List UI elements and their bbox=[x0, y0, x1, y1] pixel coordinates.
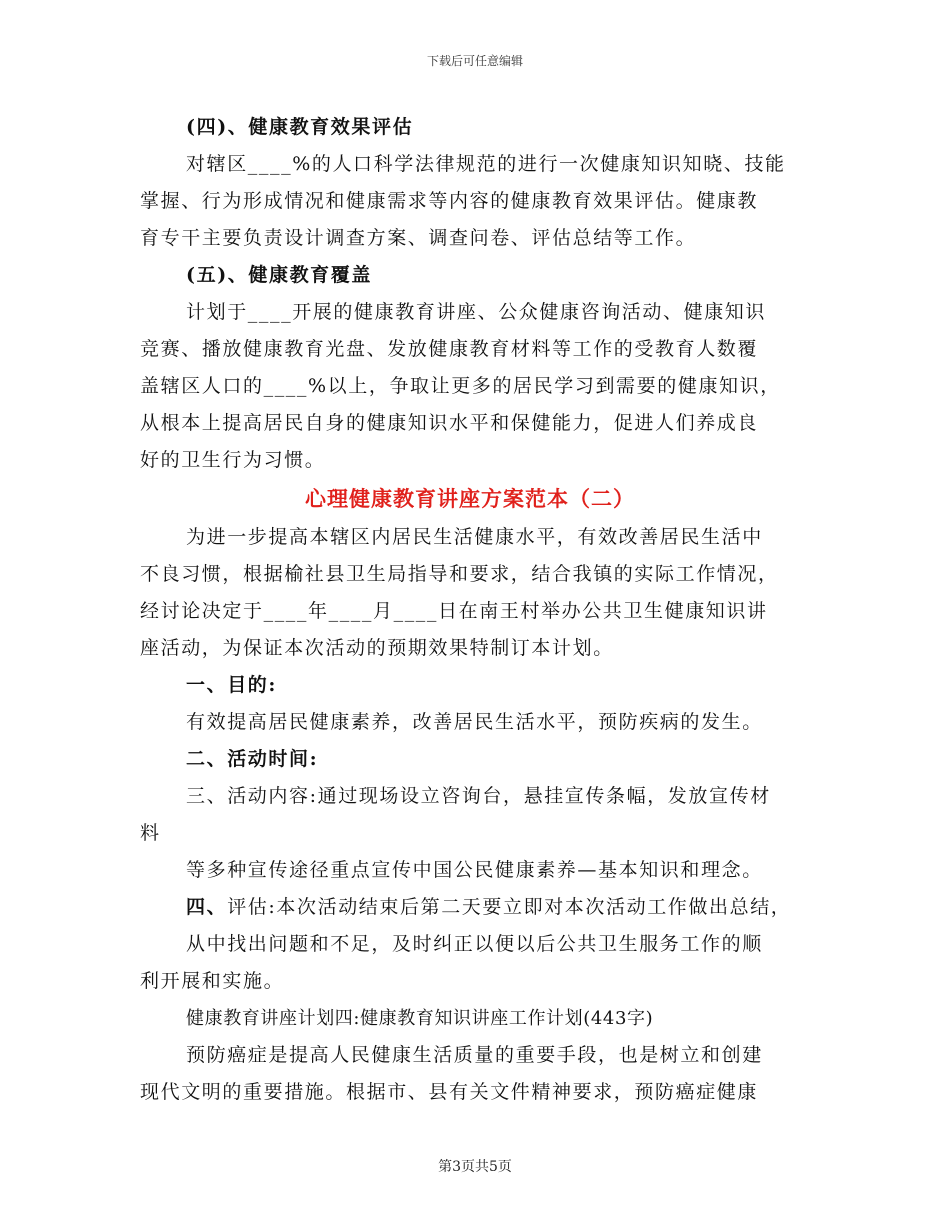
paragraph-line: 竞赛、播放健康教育光盘、发放健康教育材料等工作的受教育人数覆 bbox=[140, 338, 759, 360]
time-heading: 二、活动时间: bbox=[186, 748, 319, 770]
section-heading-5: (五)、健康教育覆盖 bbox=[186, 264, 372, 286]
plan4-heading: 健康教育讲座计划四:健康教育知识讲座工作计划(443字) bbox=[186, 1008, 654, 1029]
eval-label: 四、 bbox=[186, 896, 228, 918]
eval-line: 从中找出问题和不足，及时纠正以便以后公共卫生服务工作的顺 bbox=[186, 933, 763, 955]
eval-text: 评估:本次活动结束后第二天要立即对本次活动工作做出总结， bbox=[227, 896, 792, 918]
paragraph-line: 对辖区____%的人口科学法律规范的进行一次健康知识知晓、技能 bbox=[186, 153, 786, 175]
eval-line bbox=[140, 889, 800, 926]
section-heading-4: (四)、健康教育效果评估 bbox=[186, 116, 414, 138]
paragraph-line: 育专干主要负责设计调查方案、调查问卷、评估总结等工作。 bbox=[140, 227, 697, 249]
eval-line: 利开展和实施。 bbox=[140, 970, 285, 992]
goal-text: 有效提高居民健康素养，改善居民生活水平，预防疾病的发生。 bbox=[186, 711, 763, 733]
content-line: 料 bbox=[140, 822, 161, 844]
content-line: 等多种宣传途径重点宣传中国公民健康素养—基本知识和理念。 bbox=[186, 859, 763, 881]
intro-line: 经讨论决定于____年____月____日在南王村举办公共卫生健康知识讲 bbox=[140, 600, 768, 622]
plan4-line: 现代文明的重要措施。根据市、县有关文件精神要求，预防癌症健康 bbox=[140, 1081, 759, 1103]
paragraph-line: 好的卫生行为习惯。 bbox=[140, 449, 326, 471]
paragraph-line: 掌握、行为形成情况和健康需求等内容的健康教育效果评估。健康教 bbox=[140, 190, 759, 212]
paragraph-line: 计划于____开展的健康教育讲座、公众健康咨询活动、健康知识 bbox=[186, 301, 767, 323]
paragraph-line: 从根本上提高居民自身的健康知识水平和保健能力，促进人们养成良 bbox=[140, 412, 759, 434]
plan4-line: 预防癌症是提高人民健康生活质量的重要手段，也是树立和创建 bbox=[186, 1044, 763, 1066]
intro-line: 不良习惯，根据榆社县卫生局指导和要求，结合我镇的实际工作情况， bbox=[140, 563, 779, 585]
document-body bbox=[140, 109, 800, 1111]
goal-heading: 一、目的: bbox=[186, 674, 278, 696]
intro-line: 为进一步提高本辖区内居民生活健康水平，有效改善居民生活中 bbox=[186, 526, 763, 548]
document-title: 心理健康教育讲座方案范本（二） bbox=[305, 486, 635, 511]
content-line: 三、活动内容:通过现场设立咨询台，悬挂宣传条幅，发放宣传材 bbox=[186, 785, 771, 807]
page-header: 下载后可任意编辑 bbox=[426, 54, 523, 68]
page-footer: 第3页共5页 bbox=[438, 1159, 512, 1175]
paragraph-line: 盖辖区人口的____%以上，争取让更多的居民学习到需要的健康知识， bbox=[140, 375, 781, 397]
intro-line: 座活动，为保证本次活动的预期效果特制订本计划。 bbox=[140, 637, 614, 659]
